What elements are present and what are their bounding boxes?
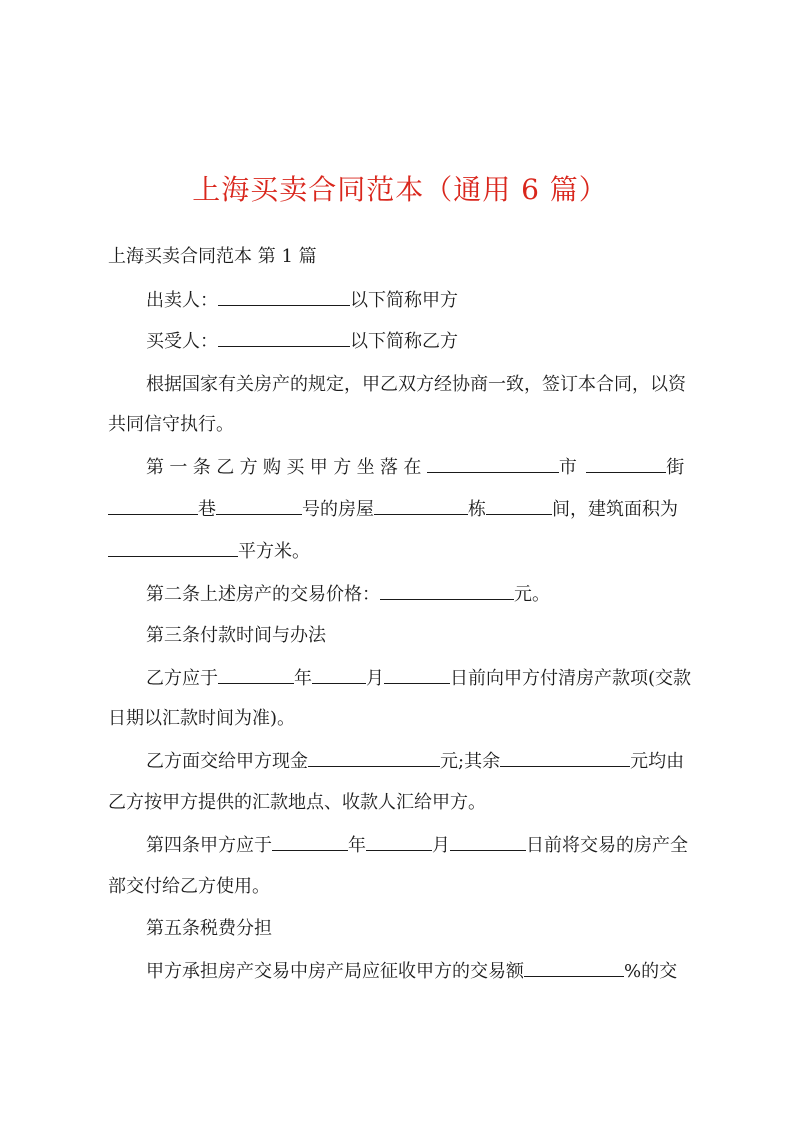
delivery-year-blank[interactable] [272, 834, 348, 851]
street-blank[interactable] [586, 456, 666, 473]
section-title: 上海买卖合同范本 第 1 篇 [108, 246, 317, 267]
payment-year-blank[interactable] [218, 667, 294, 684]
article4-text-3: 月 [432, 835, 450, 856]
lane-blank[interactable] [108, 498, 198, 515]
payment2-text-2: 元;其余 [440, 751, 501, 772]
seller-suffix: 以下简称甲方 [350, 290, 458, 311]
article1-text-3: 街 [666, 457, 690, 478]
payment1-text-4: 日前向甲方付清房产款项(交款 [450, 668, 692, 689]
payment2-text-1: 乙方面交给甲方现金 [146, 751, 308, 772]
article1-line-1 [146, 456, 708, 480]
building-blank[interactable] [374, 498, 468, 515]
seller-line [146, 289, 708, 313]
area-blank[interactable] [108, 540, 238, 557]
article1-text-2: 市 [558, 457, 583, 478]
tax-line [146, 960, 708, 984]
payment1-line-2: 日期以汇款时间为准)。 [108, 708, 296, 729]
article4-line-2: 部交付给乙方使用。 [108, 876, 270, 897]
tax-text-2: %的交 [624, 961, 678, 982]
article1-line-2 [108, 498, 708, 522]
price-blank[interactable] [380, 583, 514, 600]
seller-label: 出卖人： [146, 290, 218, 311]
article2-text-1: 第二条上述房产的交易价格： [146, 584, 380, 605]
tax-text-1: 甲方承担房产交易中房产局应征收甲方的交易额 [146, 961, 524, 982]
city-blank[interactable] [427, 456, 559, 473]
intro-line-2: 共同信守执行。 [108, 414, 234, 435]
article1-text-6: 栋 [468, 499, 486, 520]
article4-text-1: 第四条甲方应于 [146, 835, 272, 856]
article1-text-1: 第一条乙方购买甲方坐落在 [146, 457, 427, 478]
article2-line [146, 583, 708, 607]
article4-text-4: 日前将交易的房产全 [526, 835, 688, 856]
article1-text-5: 号的房屋 [302, 499, 374, 520]
article2-text-2: 元。 [514, 584, 550, 605]
cash-amount-blank[interactable] [308, 750, 440, 767]
article3-title: 第三条付款时间与办法 [146, 625, 326, 646]
delivery-day-blank[interactable] [450, 834, 526, 851]
buyer-name-blank[interactable] [218, 330, 350, 347]
document-title: 上海买卖合同范本（通用 6 篇） [192, 173, 608, 206]
article1-text-7: 间，建筑面积为 [552, 499, 678, 520]
remainder-amount-blank[interactable] [500, 750, 630, 767]
payment2-line-1 [146, 750, 708, 774]
article1-text-8: 平方米。 [238, 541, 310, 562]
article4-text-2: 年 [348, 835, 366, 856]
buyer-line [146, 330, 708, 354]
payment1-text-2: 年 [294, 668, 312, 689]
seller-name-blank[interactable] [218, 289, 350, 306]
delivery-month-blank[interactable] [366, 834, 432, 851]
article4-line-1 [146, 834, 708, 858]
payment-day-blank[interactable] [384, 667, 450, 684]
room-blank[interactable] [486, 498, 552, 515]
tax-percent-blank[interactable] [524, 960, 624, 977]
article1-line-3 [108, 540, 708, 564]
intro-line-1: 根据国家有关房产的规定，甲乙双方经协商一致，签订本合同，以资 [146, 374, 686, 395]
house-number-blank[interactable] [216, 498, 302, 515]
payment1-text-3: 月 [366, 668, 384, 689]
article1-text-4: 巷 [198, 499, 216, 520]
buyer-label: 买受人： [146, 331, 218, 352]
payment1-line-1 [146, 667, 708, 691]
payment-month-blank[interactable] [312, 667, 366, 684]
payment2-text-3: 元均由 [630, 751, 685, 772]
article5-title: 第五条税费分担 [146, 918, 272, 939]
payment1-text-1: 乙方应于 [146, 668, 218, 689]
buyer-suffix: 以下简称乙方 [350, 331, 458, 352]
payment2-line-2: 乙方按甲方提供的汇款地点、收款人汇给甲方。 [108, 792, 486, 813]
